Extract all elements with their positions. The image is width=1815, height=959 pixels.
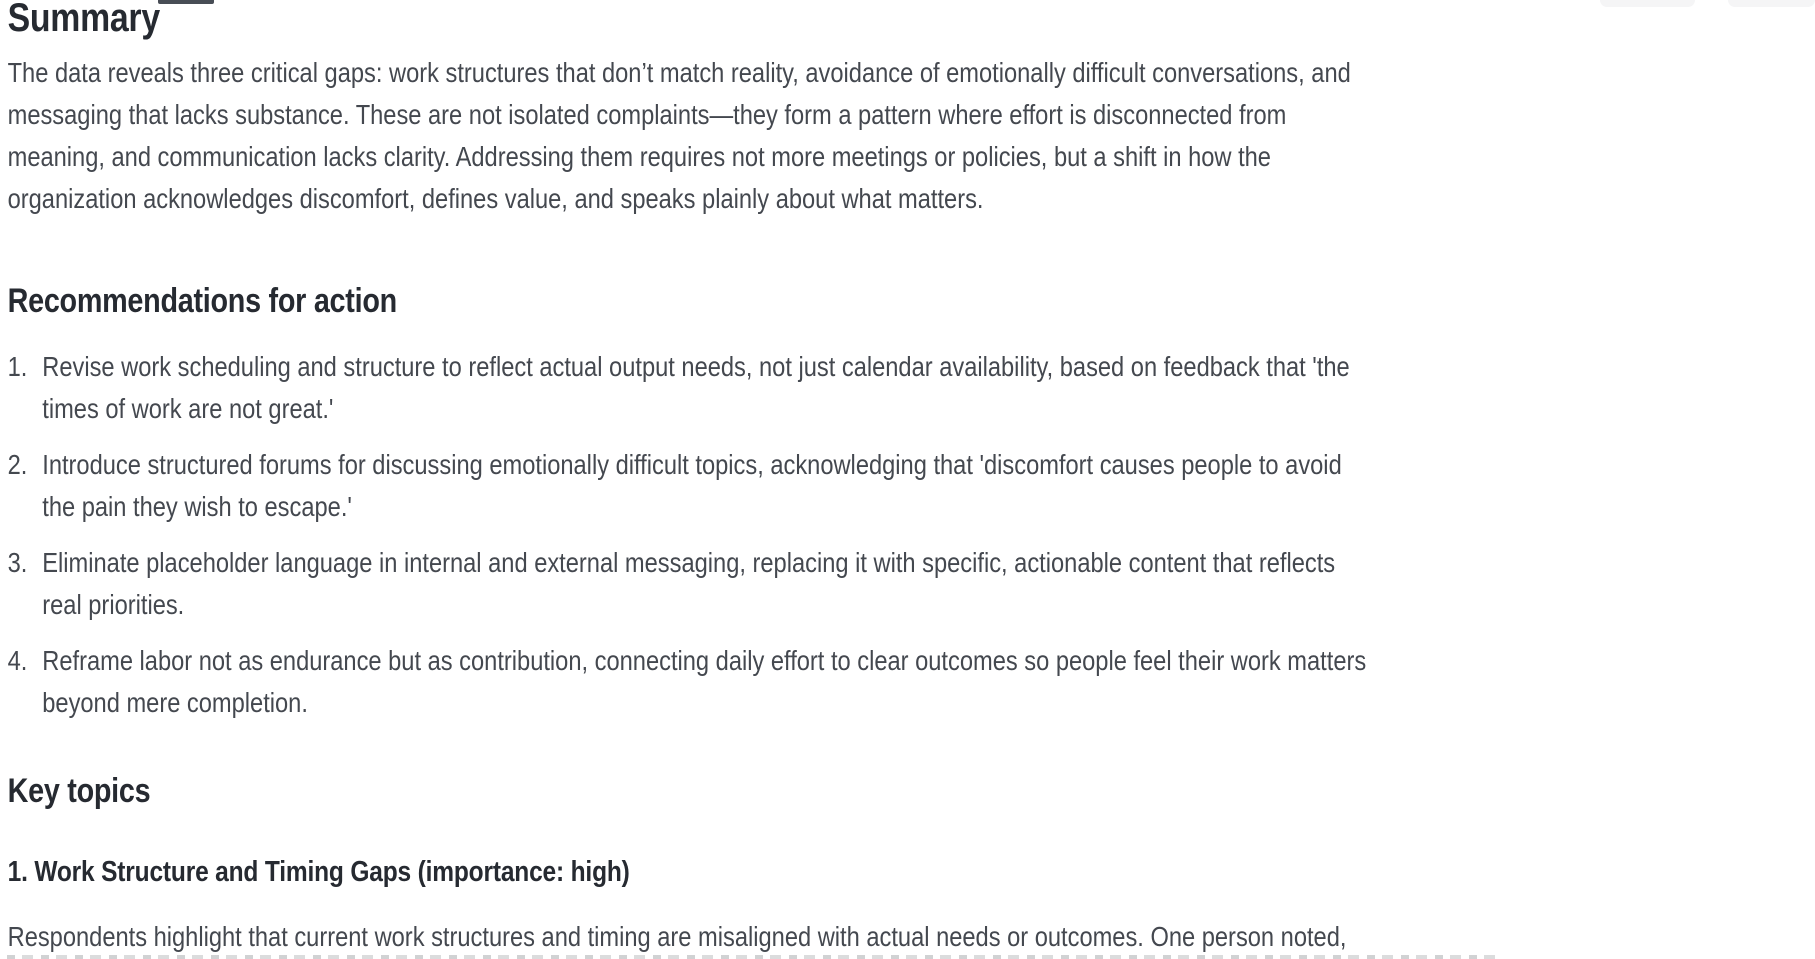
list-item-line: Eliminate placeholder language in internal and external messaging, replacing it with specific, actionable content that reflects	[42, 547, 1336, 578]
list-item-line: real priorities.	[42, 589, 185, 620]
paragraph-line: organization acknowledges discomfort, defines value, and speaks plainly about what matters.	[7, 183, 984, 214]
list-item-line: Reframe labor not as endurance but as contribution, connecting daily effort to clear outcomes so people feel their work matters	[42, 645, 1367, 676]
cutoff-next-line-fragment	[7, 955, 1502, 959]
recommendations-list	[8, 346, 1815, 724]
summary-paragraph	[8, 52, 1815, 220]
list-item	[8, 346, 1815, 430]
list-item-line: beyond mere completion.	[42, 687, 308, 718]
list-item-number: 2.	[7, 449, 28, 480]
list-item-text	[42, 640, 1815, 724]
paragraph-line: Respondents highlight that current work structures and timing are misaligned with actual needs or outcomes. One person noted,	[7, 921, 1347, 952]
list-item	[8, 542, 1815, 626]
paragraph-line: The data reveals three critical gaps: work structures that don’t match reality, avoidance of emotionally difficult conversations, and	[7, 57, 1351, 88]
list-item-line: times of work are not great.'	[42, 393, 334, 424]
paragraph-line: messaging that lacks substance. These are not isolated complaints—they form a pattern where effort is disconnected from	[7, 99, 1287, 130]
list-item-line: Introduce structured forums for discussing emotionally difficult topics, acknowledging that 'discomfort causes people to avoid	[42, 449, 1342, 480]
recommendations-heading: Recommendations for action	[7, 282, 397, 320]
paragraph-line: meaning, and communication lacks clarity. Addressing them requires not more meetings or policies, but a shift in how the	[7, 141, 1271, 172]
topic-1-paragraph	[8, 916, 1815, 958]
summary-heading: Summary	[7, 0, 160, 40]
list-item	[8, 444, 1815, 528]
list-item-text	[42, 444, 1815, 528]
list-item-line: Revise work scheduling and structure to reflect actual output needs, not just calendar availability, based on feedback that 'the	[42, 351, 1350, 382]
list-item-number: 4.	[7, 645, 28, 676]
key-topics-heading: Key topics	[7, 772, 151, 810]
list-item-text	[42, 542, 1815, 626]
list-item-line: the pain they wish to escape.'	[42, 491, 352, 522]
list-item-text	[42, 346, 1815, 430]
topic-1-heading: 1. Work Structure and Timing Gaps (importance: high)	[7, 856, 630, 888]
list-item-number: 3.	[7, 547, 28, 578]
list-item-number: 1.	[7, 351, 28, 382]
list-item	[8, 640, 1815, 724]
